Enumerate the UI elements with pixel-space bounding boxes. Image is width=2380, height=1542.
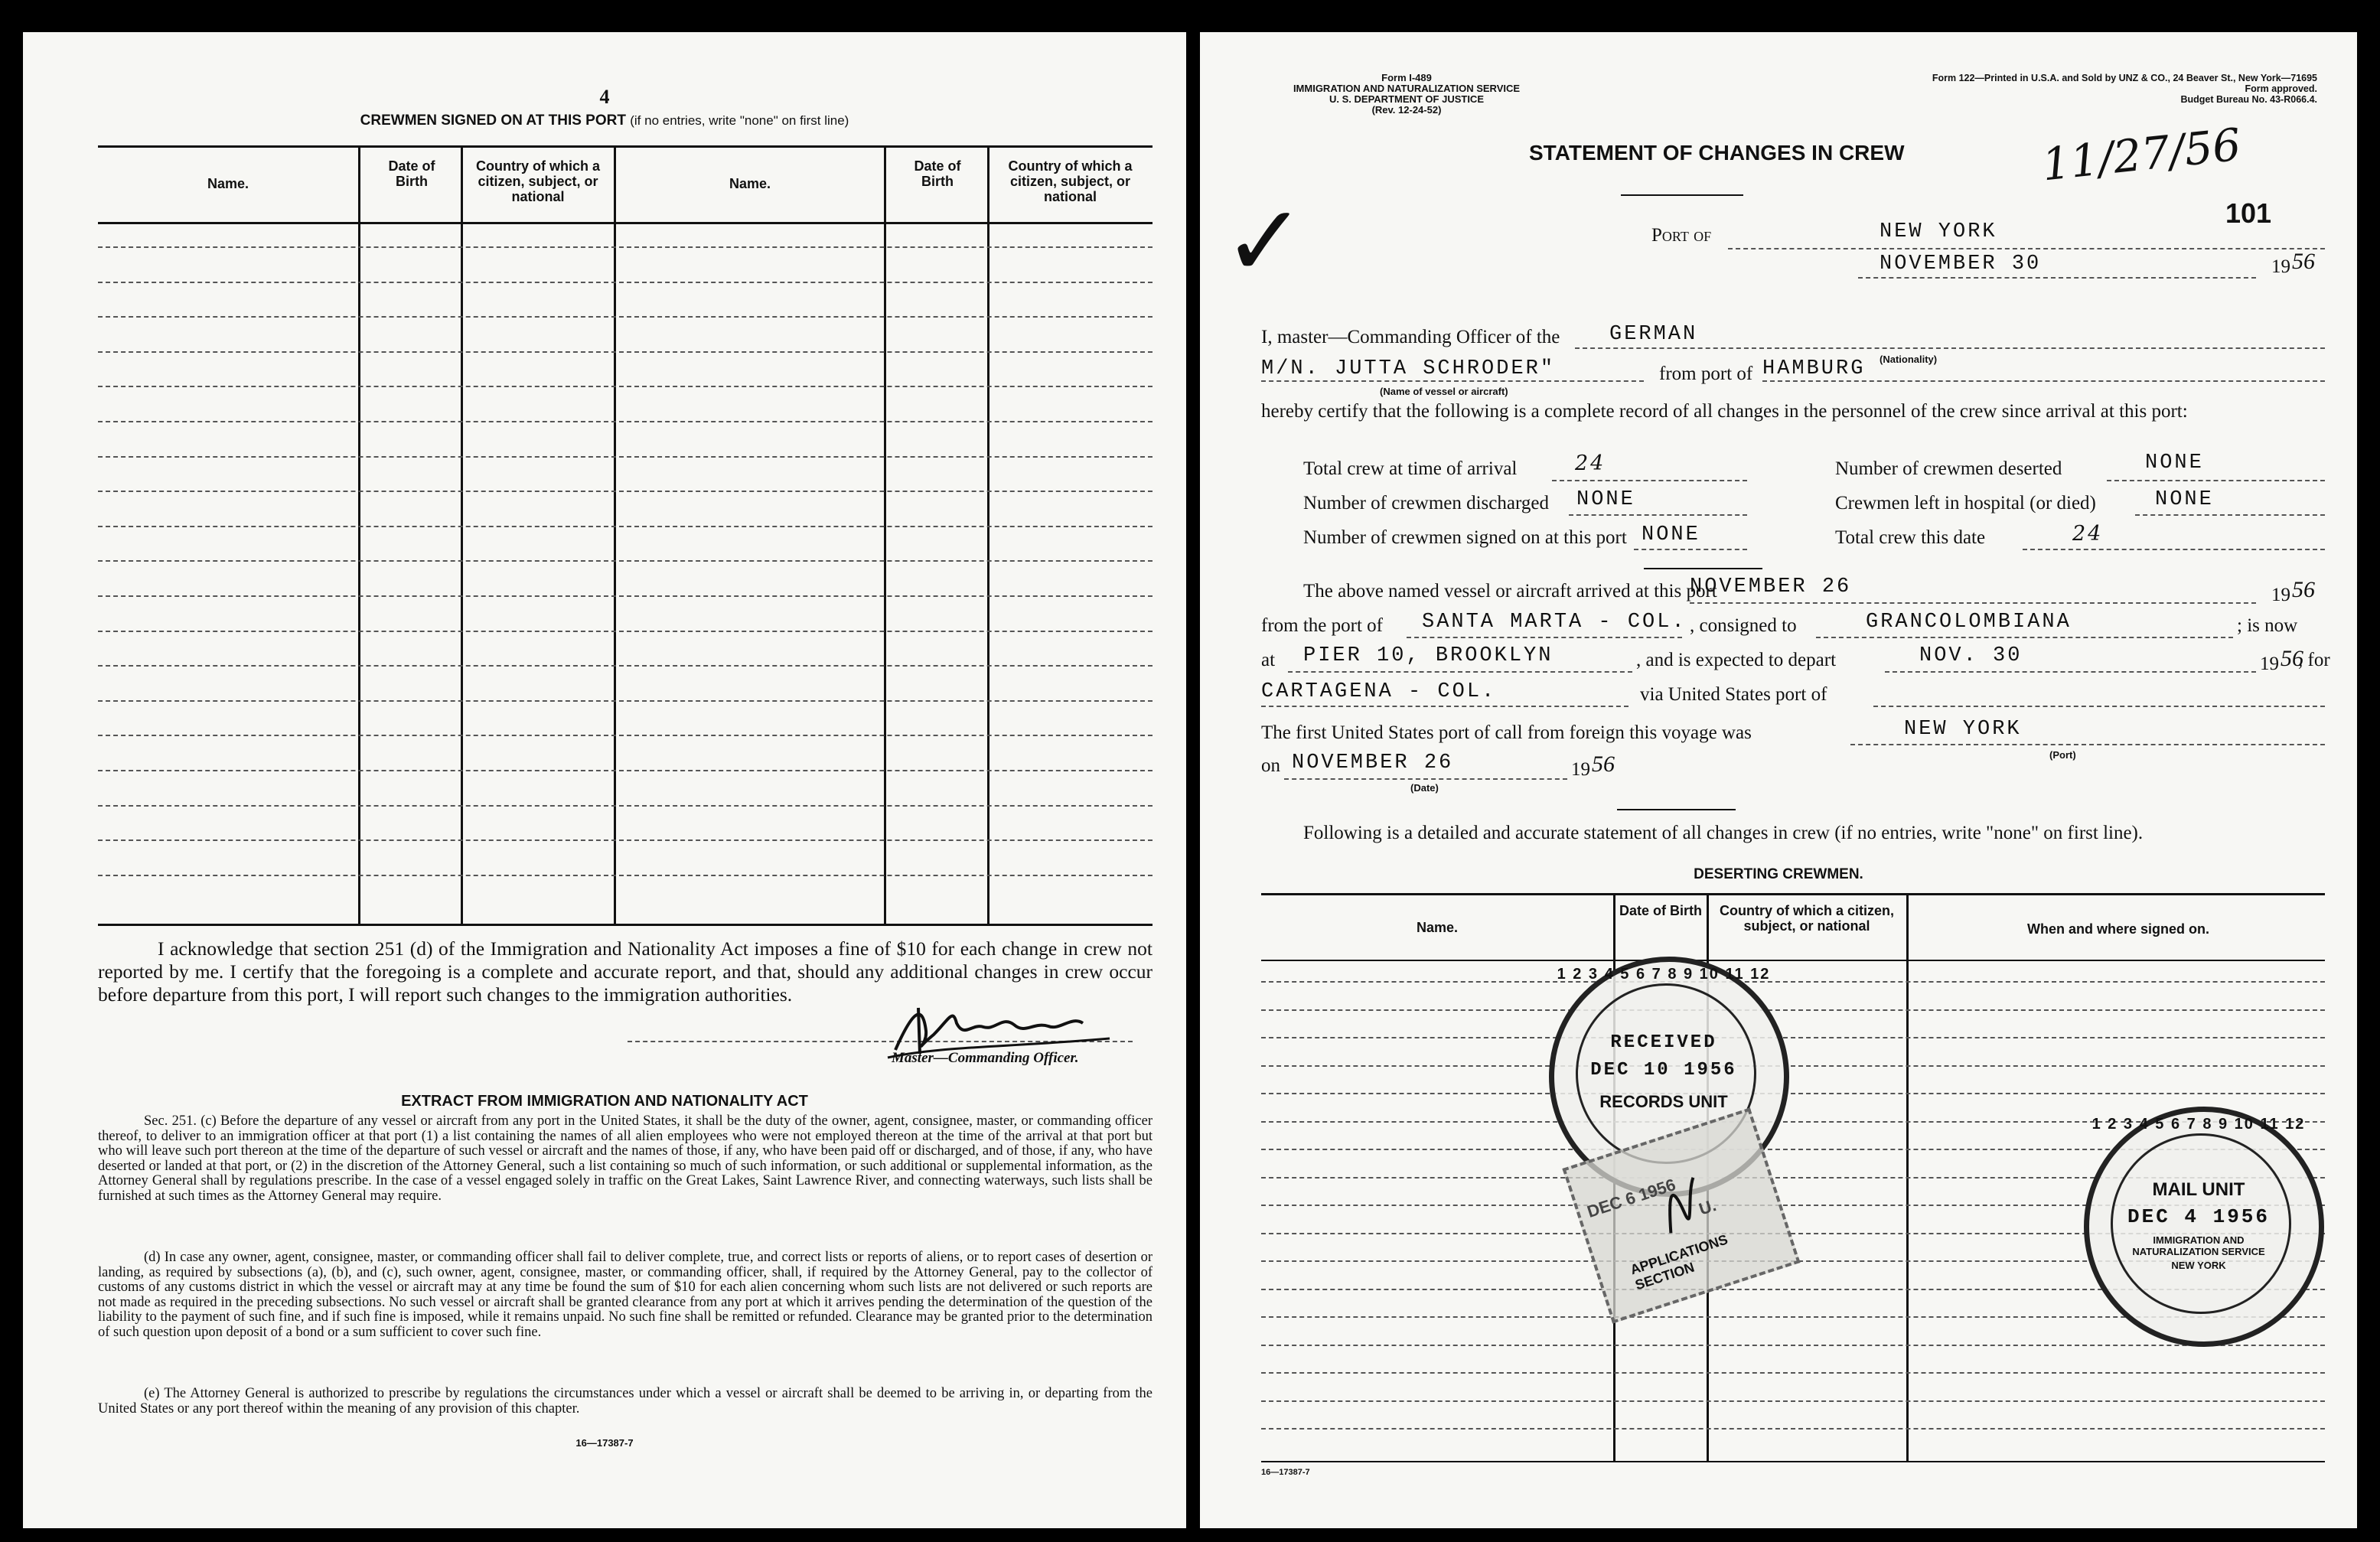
table-row [98, 735, 1153, 736]
from-port-label: from port of [1659, 363, 1753, 384]
port-value: NEW YORK [1880, 220, 1997, 243]
deserting-title: DESERTING CREWMEN. [1694, 866, 1863, 882]
signed-on-line [1634, 549, 1747, 550]
hospital-value: NONE [2155, 488, 2214, 511]
discharged-label: Number of crewmen discharged [1303, 493, 1549, 513]
col-divider [461, 147, 463, 924]
col-divider [614, 147, 616, 924]
from-port-line [1762, 380, 2325, 382]
col-divider [987, 147, 989, 924]
first-port-value: NEW YORK [1904, 718, 2022, 741]
table-row [1261, 1428, 2325, 1430]
hospital-label: Crewmen left in hospital (or died) [1835, 493, 2096, 513]
deserting-col-signed: When and where signed on. [2026, 921, 2210, 937]
col-divider [358, 147, 360, 924]
applications-stamp-date: DEC 6 1956 [1584, 1175, 1678, 1221]
year-suffix: 56 [2292, 249, 2315, 274]
table-row [98, 631, 1153, 632]
at-line [1288, 671, 1632, 673]
deserting-col-dob: Date of Birth [1619, 903, 1702, 918]
first-port-line [1850, 744, 2325, 745]
mail-unit-stamp-date: DEC 4 1956 [2127, 1205, 2271, 1228]
total-date-line [2023, 549, 2325, 550]
received-stamp-numbers: 1 2 3 4 5 6 7 8 9 10 11 12 [1557, 966, 1771, 983]
port-caption: (Port) [2049, 749, 2076, 761]
table-row [98, 526, 1153, 527]
col-divider [884, 147, 886, 924]
nationality-caption: (Nationality) [1880, 354, 1938, 365]
vessel-caption: (Name of vessel or aircraft) [1380, 386, 1508, 397]
table-row [98, 839, 1153, 841]
on-line [1284, 778, 1567, 780]
table-row [98, 491, 1153, 492]
table-row [1261, 1093, 2325, 1094]
form-header: Form I-489 IMMIGRATION AND NATURALIZATION SERVICE U. S. DEPARTMENT OF JUSTICE (Rev. 12-24-52) [1293, 72, 1521, 116]
mail-unit-stamp-label: MAIL UNIT [2152, 1179, 2245, 1200]
for-label: , for [2298, 650, 2330, 670]
certify-text: hereby certify that the following is a complete record of all changes in the personnel of the crew since arrival at this port: [1261, 401, 2188, 422]
date-value: NOVEMBER 30 [1880, 253, 2042, 275]
table-bottom-rule [98, 924, 1153, 926]
on-value: NOVEMBER 26 [1292, 751, 1454, 774]
deserting-table-top [1261, 893, 2325, 895]
right-page [1200, 32, 2357, 1528]
table-row [98, 560, 1153, 562]
nationality-value: GERMAN [1609, 323, 1698, 346]
vessel-line [1261, 380, 1644, 382]
master-label: I, master—Commanding Officer of the [1261, 327, 1560, 347]
form-code-right: 16—17387-7 [1261, 1468, 1310, 1477]
discharged-line [1569, 514, 1747, 516]
table-row [1261, 1065, 2325, 1067]
table-row [98, 386, 1153, 387]
col-header-dob-2: Date of Birth [914, 158, 961, 189]
table-row [98, 875, 1153, 876]
from-port-value: HAMBURG [1762, 357, 1866, 380]
handwritten-date: 11/27/56 [2039, 118, 2244, 191]
left-page [23, 32, 1186, 1528]
table-row [98, 805, 1153, 807]
extract-title: EXTRACT FROM IMMIGRATION AND NATIONALITY ACT [401, 1093, 808, 1110]
mail-unit-stamp-agency: IMMIGRATION AND NATURALIZATION SERVICE [2132, 1234, 2265, 1257]
table-row [98, 665, 1153, 667]
depart-year-prefix: 19 [2260, 654, 2279, 674]
table-row [1261, 1372, 2325, 1374]
received-stamp-date: DEC 10 1956 [1590, 1060, 1737, 1081]
printer-header: Form 122—Printed in U.S.A. and Sold by UNZ & CO., 24 Beaver St., New York—71695 Form approved. Budget Bureau No. 43-R066.4. [1932, 73, 2317, 105]
from-port2-line [1407, 637, 1682, 638]
year-prefix: 19 [2271, 256, 2290, 277]
col-header-country-2: Country of which a citizen, subject, or national [1008, 158, 1133, 204]
total-arrival-label: Total crew at time of arrival [1303, 458, 1518, 479]
mail-unit-stamp-numbers: 1 2 3 4 5 6 7 8 9 10 11 12 [2091, 1116, 2306, 1133]
consigned-line [1816, 637, 2233, 638]
table-row [98, 246, 1153, 248]
date-line [1858, 277, 2256, 279]
extract-sec-e: (e) The Attorney General is authorized to prescribe by regulations the circumstances under which a vessel or aircraft shall be deemed to be arriving in, or departing from the United States or any port thereof within the meaning of any provision of this chapter. [98, 1386, 1153, 1416]
arrived-value: NOVEMBER 26 [1690, 575, 1852, 598]
deserting-col-name: Name. [1416, 920, 1459, 935]
acknowledgment-text: I acknowledge that section 251 (d) of the Immigration and Nationality Act imposes a fine of $10 for each change in crew not reported by me. I certify that the foregoing is a complete and accurate report, and that, should any additional changes in crew occur before departure from this port, I will report such changes to the immigration authorities. [98, 937, 1153, 1006]
table-header-rule [98, 222, 1153, 224]
table-row [98, 282, 1153, 283]
table-row [1261, 981, 2325, 983]
at-value: PIER 10, BROOKLYN [1303, 644, 1554, 667]
deserting-table-header-rule [1261, 960, 2325, 961]
mail-unit-stamp-city: NEW YORK [2171, 1260, 2226, 1271]
on-year-prefix: 19 [1571, 759, 1590, 780]
table-row [98, 770, 1153, 771]
depart-year-suffix: 56 [2281, 646, 2303, 671]
on-label: on [1261, 755, 1280, 776]
signed-on-value: NONE [1642, 523, 1700, 546]
arrived-line [1690, 602, 2256, 604]
table-row [1261, 1009, 2325, 1011]
applications-stamp-u: U. [1696, 1195, 1719, 1219]
depart-line [1885, 671, 2256, 673]
depart-value: NOV. 30 [1919, 644, 2023, 667]
destination-value: CARTAGENA - COL. [1261, 680, 1497, 703]
table-row [98, 316, 1153, 318]
section-rule [1644, 568, 1762, 569]
received-stamp-label: RECEIVED [1610, 1032, 1717, 1053]
mail-unit-stamp [2084, 1107, 2324, 1347]
section-rule-2 [1617, 809, 1736, 810]
table-row [98, 700, 1153, 702]
arrived-year-prefix: 19 [2271, 585, 2290, 605]
page-number: 4 [599, 86, 610, 108]
on-year-suffix: 56 [1592, 751, 1615, 777]
col-header-name-2: Name. [729, 176, 771, 191]
col-header-country: Country of which a citizen, subject, or national [476, 158, 600, 204]
table-row [1261, 1037, 2325, 1038]
total-date-value: 24 [2072, 522, 2104, 546]
col-header-dob: Date of Birth [388, 158, 435, 189]
at-label: at [1261, 650, 1276, 670]
received-stamp-unit: RECORDS UNIT [1599, 1092, 1728, 1111]
deserted-line [2107, 480, 2325, 481]
first-port-label: The first United States port of call from foreign this voyage was [1261, 722, 1752, 743]
via-line [1873, 706, 2325, 707]
table-top-rule [98, 145, 1153, 148]
via-label: via United States port of [1640, 684, 1827, 705]
consigned-value: GRANCOLOMBIANA [1866, 611, 2072, 634]
table-row [98, 595, 1153, 597]
date-caption: (Date) [1410, 782, 1439, 794]
page-number-101: 101 [2225, 197, 2272, 229]
nationality-line [1575, 347, 2325, 349]
signed-on-label: Number of crewmen signed on at this port [1303, 527, 1627, 548]
following-text: Following is a detailed and accurate statement of all changes in crew (if no entries, write "none" on first line). [1303, 823, 2144, 843]
table-row [98, 421, 1153, 422]
is-now: ; is now [2237, 615, 2298, 636]
table-row [98, 351, 1153, 353]
check-mark: ✓ [1223, 187, 1306, 298]
vessel-value: M/N. JUTTA SCHRODER" [1261, 357, 1556, 380]
from-port2-value: SANTA MARTA - COL. [1422, 611, 1687, 634]
title-underline [1621, 194, 1743, 196]
total-arrival-value: 24 [1575, 452, 1606, 475]
arrived-label: The above named vessel or aircraft arrived at this port [1303, 581, 1717, 601]
consigned-label: , consigned to [1690, 615, 1797, 636]
table-row [1261, 1400, 2325, 1402]
hospital-line [2135, 514, 2325, 516]
table-row [98, 456, 1153, 458]
document-title: STATEMENT OF CHANGES IN CREW [1529, 141, 1905, 165]
col-header-name: Name. [207, 176, 249, 191]
from-port2-label: from the port of [1261, 615, 1383, 636]
extract-sec-d: (d) In case any owner, agent, consignee, master, or commanding officer shall fail to deliver complete, true, and correct lists or reports of aliens, or to report cases of desertion or landing, as required by subsections (a), (b), and (c), such owner, agent, consignee, master, or commanding officer, shall, if required by the Attorney General, pay to the collector of customs of any customs district in which the vessel or aircraft may at any time be found the sum of $10 for each alien concerning whom such lists are not delivered or such reports are not made as required in the preceding subsections. No such vessel or aircraft shall be granted clearance from any port at which it arrives pending the determination of the question of the liability to the payment of such fine, and if such fine is imposed, while it remains unpaid. No such fine shall be remitted or refunded. Clearance may be granted prior to the determination of such question upon deposit of a bond or a sum sufficient to cover such fine. [98, 1250, 1153, 1340]
discharged-value: NONE [1576, 488, 1635, 511]
arrived-year-suffix: 56 [2292, 577, 2315, 602]
applications-stamp-initials [1645, 1161, 1722, 1257]
destination-line [1261, 706, 1629, 707]
deserted-value: NONE [2145, 452, 2204, 474]
depart-label: , and is expected to depart [1636, 650, 1837, 670]
deserted-label: Number of crewmen deserted [1835, 458, 2062, 479]
port-line [1728, 248, 2325, 249]
total-date-label: Total crew this date [1835, 527, 1986, 548]
signature-caption: Master—Commanding Officer. [892, 1050, 1079, 1066]
applications-stamp-section: APPLICATIONS SECTION [1628, 1231, 1730, 1293]
extract-sec-251: Sec. 251. (c) Before the departure of any vessel or aircraft from any port in the United States, it shall be the duty of the owner, agent, consignee, master, or commanding officer thereof, to deliver to an immigration officer at that port (1) a list containing the names of all alien employees who were not employed thereon at the time of the arrival at that port but who will leave such port thereon at the time of the departure of such vessel or aircraft and the names of those, if any, who have been paid off or discharged, and of those, if any, who have deserted or landed at that port, or (2) in the discretion of the Attorney General, such a list containing so much of such information, or such additional or supplemental information, as the Attorney General shall by regulations prescribe. In the case of a vessel engaged solely in traffic on the Great Lakes, Saint Lawrence River, and connecting waterways, such lists shall be furnished at such times as the Attorney General may require. [98, 1113, 1153, 1204]
deserting-table-bottom [1261, 1461, 2325, 1462]
form-code-left: 16—17387-7 [575, 1437, 634, 1449]
total-arrival-line [1552, 480, 1747, 481]
table-row [1261, 1345, 2325, 1346]
crewmen-signed-title: CREWMEN SIGNED ON AT THIS PORT (if no entries, write "none" on first line) [360, 112, 849, 129]
port-label: Port of [1651, 225, 1712, 246]
deserting-col-country: Country of which a citizen, subject, or national [1719, 903, 1894, 934]
